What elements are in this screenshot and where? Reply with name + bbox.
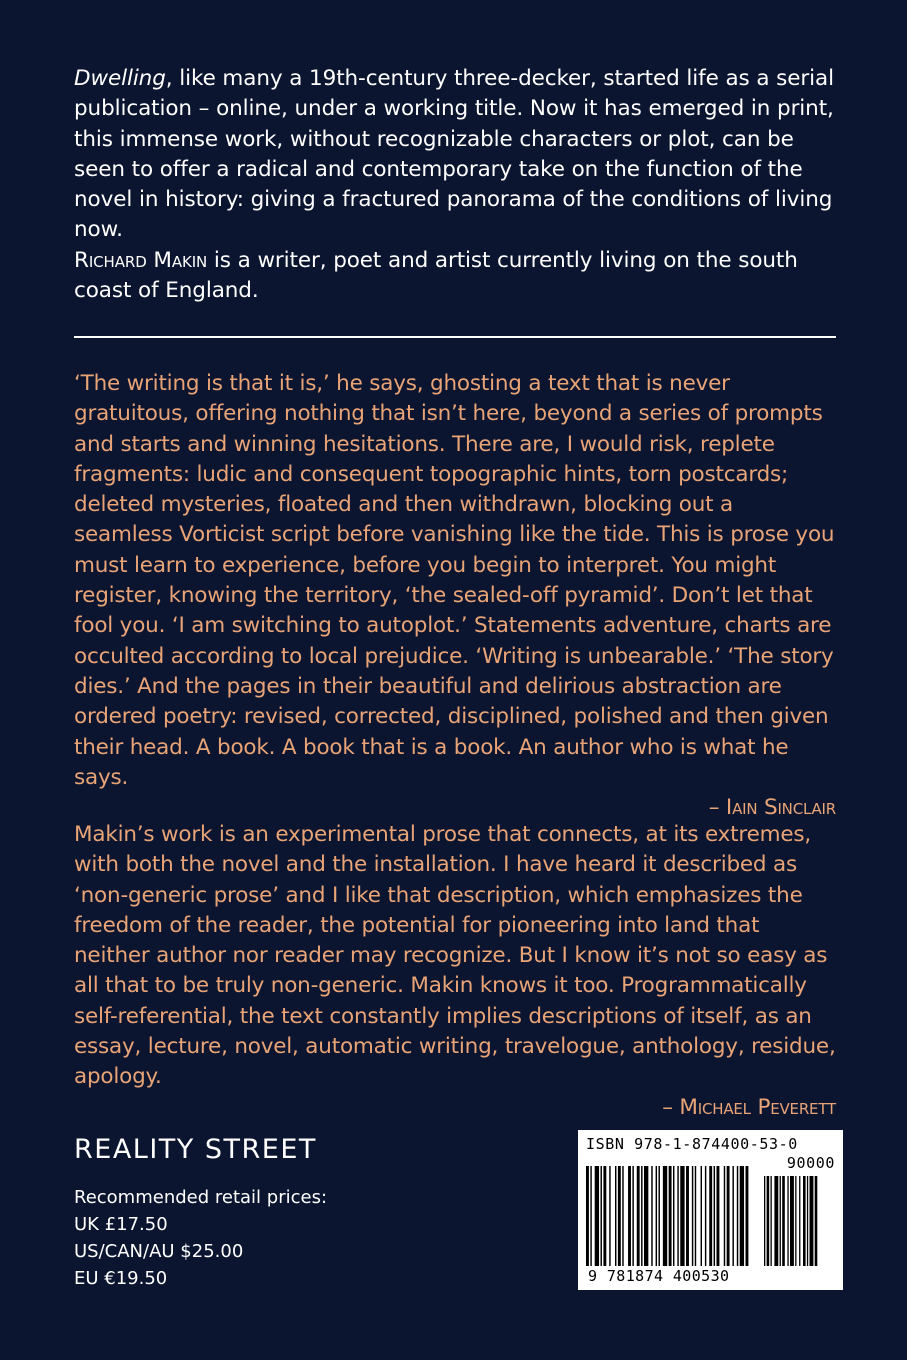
barcode-bar (637, 1166, 640, 1266)
ean-number: 9 781874 400530 (588, 1267, 730, 1285)
author-bio-text: is a writer, poet and artist currently living on the south coast of England. (74, 248, 798, 304)
barcode-bar (692, 1166, 693, 1266)
quote-text: ‘The writing is that it is,’ he says, ghosting a text that is never gratuitous, offering nothing that isn’t here, beyond a series of prompts and starts and winning hesitations. There are, I would risk, replete fragments: ludic and consequent topographic hints, torn postcards; deleted mysteries, floated and then withdrawn, blocking out a seamless Vorticist script before vanishing like the tide. This is prose you must learn to experience, before you begin to interpret. You might register, knowing the territory, ‘the sealed-off pyramid’. Don’t let that fool you. ‘I am switching to autoplot.’ Statements adventure, charts are occulted according to local prejudice. ‘Writing is unbearable.’ ‘The story dies.’ And the pages in their beautiful and delirious abstraction are ordered poetry: revised, corrected, disciplined, polished and then given their head. A book. A book that is a book. An author who is what he says. (74, 371, 835, 790)
author-bio (74, 246, 844, 307)
barcode-bar (695, 1166, 696, 1266)
barcode-bars (584, 1154, 837, 1270)
book-blurb (74, 64, 844, 246)
barcode-addon-bar (803, 1176, 806, 1266)
blurb-title: Dwelling (74, 66, 166, 91)
blurb-text: , like many a 19th-century three-decker, started life as a serial publication – online, under a working title. Now it has emerged in print, this immense work, without recognizable characters or plot, can be seen to offer a radical and contemporary take on the function of the novel in history: giving a fractured panorama of the conditions of living now. (74, 66, 834, 243)
barcode-bar (705, 1166, 706, 1266)
barcode-addon-bar (774, 1176, 778, 1266)
barcode-addon-bar (807, 1176, 808, 1266)
barcode-addon-bar (780, 1176, 781, 1266)
barcode-bar (732, 1166, 733, 1266)
barcode-addon-bar (810, 1176, 814, 1266)
retail-prices (74, 1184, 327, 1292)
barcode-bar (618, 1166, 621, 1266)
prices-heading: Recommended retail prices: (74, 1187, 328, 1208)
quote-attribution: – Iain Sinclair (708, 795, 836, 821)
barcode-bar (586, 1166, 589, 1266)
review-quote-1 (74, 369, 836, 823)
barcode (578, 1130, 843, 1290)
barcode-bar (717, 1166, 720, 1266)
barcode-addon-bar (771, 1176, 772, 1266)
barcode-bar (601, 1166, 602, 1266)
barcode-bar (663, 1166, 667, 1266)
barcode-addon-bar (815, 1176, 818, 1266)
review-quote-2 (74, 820, 836, 1123)
divider (74, 336, 836, 338)
barcode-addon-bar (782, 1176, 785, 1266)
isbn-number: ISBN 978-1-874400-53-0 (586, 1135, 798, 1153)
price-eu: EU €19.50 (74, 1268, 168, 1289)
barcode-bar (677, 1166, 678, 1266)
barcode-bar (714, 1166, 715, 1266)
barcode-addon-bar (764, 1176, 765, 1266)
barcode-addon-bar (767, 1176, 770, 1266)
barcode-bar (740, 1166, 744, 1266)
barcode-bar (651, 1166, 652, 1266)
barcode-bar (615, 1166, 616, 1266)
barcode-bar (724, 1166, 725, 1266)
barcode-bar (632, 1166, 633, 1266)
barcode-bar (644, 1166, 648, 1266)
quote-text: Makin’s work is an experimental prose that connects, at its extremes, with both the novel and the installation. I have heard it described as ‘non-generic prose’ and I like that description, which emphasizes the freedom of the reader, the potential for pioneering into land that neither author nor reader may recognize. But I know it’s not so easy as all that to be truly non-generic. Makin knows it too. Programmatically self-referential, the text constantly implies descriptions of itself, as an essay, lecture, novel, automatic writing, travelogue, anthology, residue, apology. (74, 822, 836, 1090)
barcode-addon-bar (795, 1176, 796, 1266)
barcode-addon-bar (799, 1176, 800, 1266)
barcode-bar (628, 1166, 631, 1266)
author-name: Richard Makin (74, 248, 208, 273)
barcode-bar (656, 1166, 657, 1266)
barcode-bar (595, 1166, 599, 1266)
barcode-bar (603, 1166, 606, 1266)
barcode-addon-bar (790, 1176, 794, 1266)
barcode-bar (737, 1166, 738, 1266)
barcode-bar (709, 1166, 712, 1266)
barcode-addon-number: 90000 (786, 1154, 835, 1172)
barcode-addon-bar (787, 1176, 788, 1266)
barcode-bar (673, 1166, 674, 1266)
publisher-name: REALITY STREET (74, 1134, 317, 1165)
barcode-bar (609, 1166, 610, 1266)
barcode-bar (680, 1166, 684, 1266)
barcode-bar (727, 1166, 730, 1266)
barcode-bar (659, 1166, 660, 1266)
barcode-bar (669, 1166, 672, 1266)
barcode-bar (701, 1166, 702, 1266)
barcode-bar (641, 1166, 642, 1266)
barcode-bar (622, 1166, 623, 1266)
barcode-bar (746, 1166, 749, 1266)
quote-attribution: – Michael Peverett (662, 1094, 836, 1120)
barcode-bar (590, 1166, 591, 1266)
price-us: US/CAN/AU $25.00 (74, 1241, 244, 1262)
price-uk: UK £17.50 (74, 1214, 168, 1235)
barcode-bar (686, 1166, 689, 1266)
